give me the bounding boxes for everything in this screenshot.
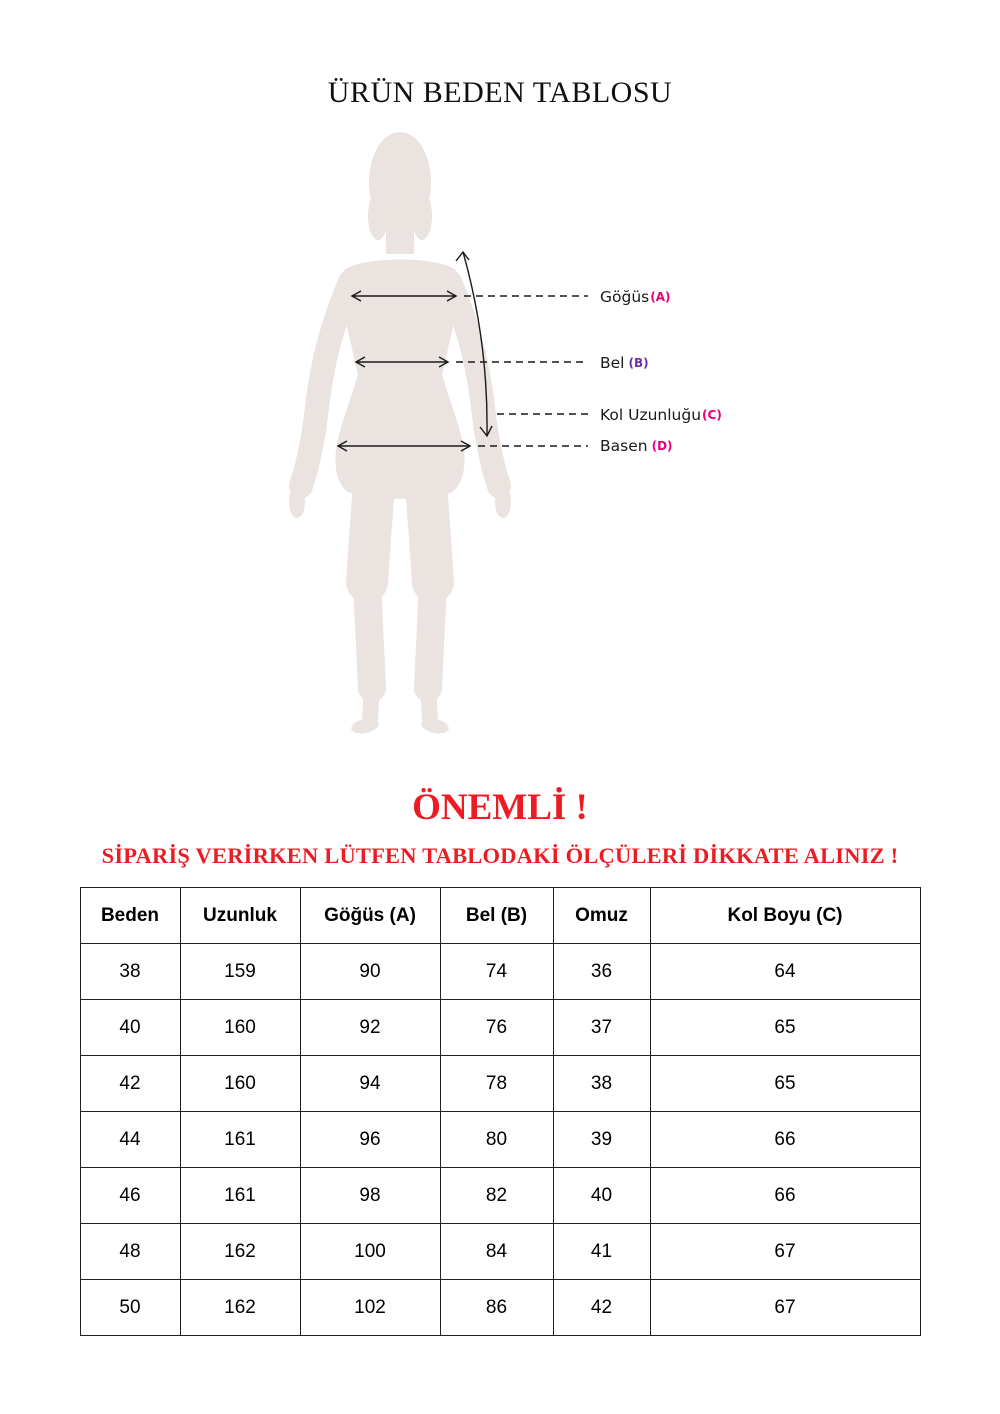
table-cell: 160 bbox=[180, 1056, 300, 1112]
table-cell: 46 bbox=[80, 1168, 180, 1224]
table-cell: 100 bbox=[300, 1224, 440, 1280]
column-header: Uzunluk bbox=[180, 888, 300, 944]
table-cell: 66 bbox=[650, 1112, 920, 1168]
table-cell: 76 bbox=[440, 1000, 553, 1056]
table-cell: 90 bbox=[300, 944, 440, 1000]
sleeve-label: Kol Uzunluğu(C) bbox=[600, 406, 722, 424]
hair-left-shape bbox=[368, 192, 388, 240]
table-cell: 162 bbox=[180, 1280, 300, 1336]
table-cell: 36 bbox=[553, 944, 650, 1000]
table-cell: 41 bbox=[553, 1224, 650, 1280]
table-cell: 98 bbox=[300, 1168, 440, 1224]
left-thigh-shape bbox=[367, 468, 375, 582]
table-cell: 102 bbox=[300, 1280, 440, 1336]
table-row bbox=[80, 944, 920, 1000]
table-cell: 78 bbox=[440, 1056, 553, 1112]
table-cell: 40 bbox=[80, 1000, 180, 1056]
table-cell: 39 bbox=[553, 1112, 650, 1168]
size-table-header-row bbox=[80, 888, 920, 944]
neck-shape bbox=[386, 218, 414, 254]
table-cell: 159 bbox=[180, 944, 300, 1000]
column-header: Bel (B) bbox=[440, 888, 553, 944]
table-cell: 160 bbox=[180, 1000, 300, 1056]
size-table-body bbox=[80, 944, 920, 1336]
table-cell: 82 bbox=[440, 1168, 553, 1224]
table-cell: 80 bbox=[440, 1112, 553, 1168]
right-calf-shape bbox=[428, 582, 433, 688]
table-cell: 162 bbox=[180, 1224, 300, 1280]
column-header: Omuz bbox=[553, 888, 650, 944]
table-cell: 48 bbox=[80, 1224, 180, 1280]
table-cell: 65 bbox=[650, 1000, 920, 1056]
left-calf-shape bbox=[367, 582, 372, 688]
table-cell: 66 bbox=[650, 1168, 920, 1224]
table-cell: 67 bbox=[650, 1224, 920, 1280]
table-cell: 64 bbox=[650, 944, 920, 1000]
table-cell: 161 bbox=[180, 1168, 300, 1224]
table-row bbox=[80, 1280, 920, 1336]
table-cell: 44 bbox=[80, 1112, 180, 1168]
column-header: Göğüs (A) bbox=[300, 888, 440, 944]
warning-subheading: SİPARİŞ VERİRKEN LÜTFEN TABLODAKİ ÖLÇÜLERİ DİKKATE ALINIZ ! bbox=[101, 843, 899, 868]
column-header: Kol Boyu (C) bbox=[650, 888, 920, 944]
table-cell: 38 bbox=[80, 944, 180, 1000]
table-cell: 40 bbox=[553, 1168, 650, 1224]
table-row bbox=[80, 1056, 920, 1112]
hip-label: Basen (D) bbox=[600, 437, 673, 455]
table-cell: 84 bbox=[440, 1224, 553, 1280]
female-body-silhouette bbox=[289, 132, 511, 736]
table-cell: 65 bbox=[650, 1056, 920, 1112]
right-ankle-shape bbox=[428, 688, 430, 718]
table-cell: 74 bbox=[440, 944, 553, 1000]
page-title: ÜRÜN BEDEN TABLOSU bbox=[327, 76, 673, 109]
table-cell: 42 bbox=[80, 1056, 180, 1112]
body-measurement-diagram bbox=[0, 120, 1000, 760]
measurement-diagram-svg bbox=[0, 120, 1000, 760]
table-cell: 161 bbox=[180, 1112, 300, 1168]
right-thigh-shape bbox=[425, 468, 433, 582]
hair-right-shape bbox=[412, 192, 432, 240]
table-cell: 38 bbox=[553, 1056, 650, 1112]
table-cell: 67 bbox=[650, 1280, 920, 1336]
table-cell: 37 bbox=[553, 1000, 650, 1056]
table-row bbox=[80, 1168, 920, 1224]
table-cell: 86 bbox=[440, 1280, 553, 1336]
size-table bbox=[80, 887, 921, 1336]
table-cell: 42 bbox=[553, 1280, 650, 1336]
column-header: Beden bbox=[80, 888, 180, 944]
important-heading: ÖNEMLİ ! bbox=[412, 787, 588, 828]
chest-label: Göğüs(A) bbox=[600, 288, 671, 306]
table-cell: 96 bbox=[300, 1112, 440, 1168]
table-cell: 92 bbox=[300, 1000, 440, 1056]
left-ankle-shape bbox=[370, 688, 372, 718]
table-cell: 50 bbox=[80, 1280, 180, 1336]
waist-label: Bel (B) bbox=[600, 354, 649, 372]
table-row bbox=[80, 1224, 920, 1280]
table-cell: 94 bbox=[300, 1056, 440, 1112]
table-row bbox=[80, 1112, 920, 1168]
table-row bbox=[80, 1000, 920, 1056]
